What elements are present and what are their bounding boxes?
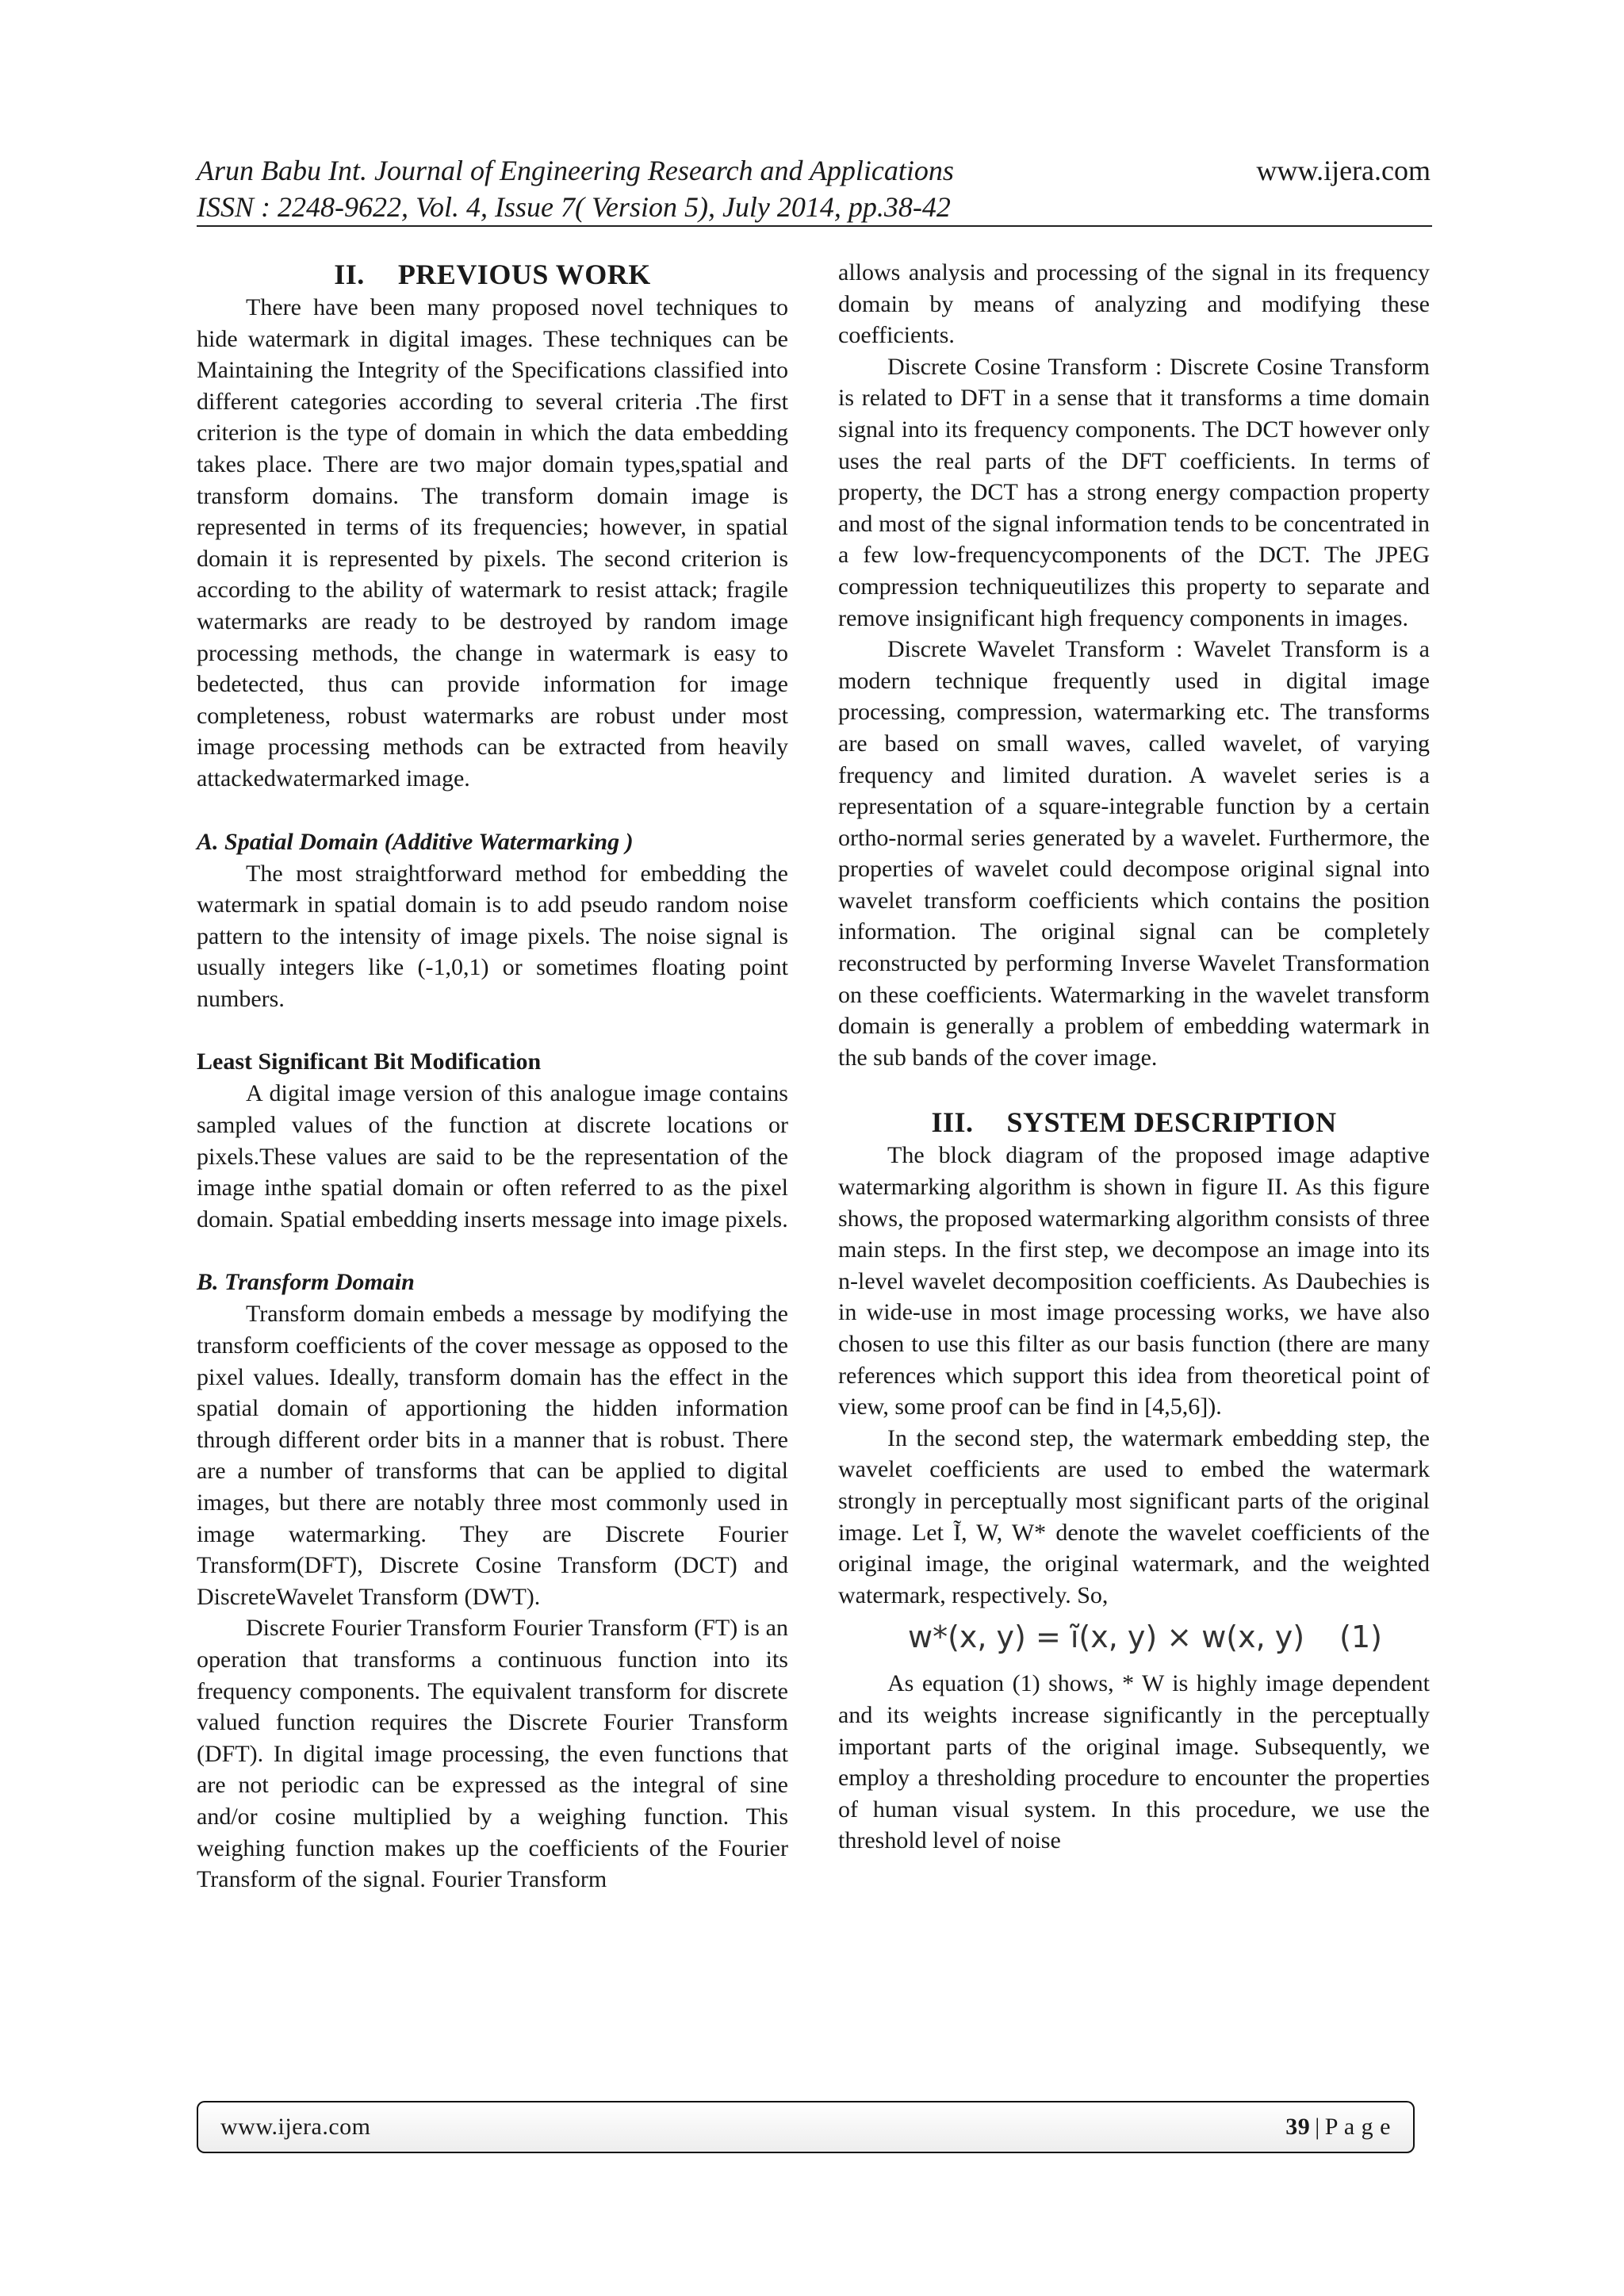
section-title-system-description: III. SYSTEM DESCRIPTION: [931, 1106, 1337, 1139]
paragraph: Discrete Wavelet Transform : Wavelet Transform is a modern technique frequently used in digital image processing, compression, watermarking etc. The transforms are based on small waves, called wavelet, of varying frequency and limited duration. A wavelet series is a representation of a square-integrable function by a certain ortho-normal series generated by a wavelet. Furthermore, the properties of wavelet could decompose original signal into wavelet transform coefficients which contains the position information. The original signal can be completely reconstructed by performing Inverse Wavelet Transformation on these coefficients. Watermarking in the wavelet transform domain is generally a problem of embedding watermark in the sub bands of the cover image.: [838, 636, 1430, 1071]
equation-number: (1): [1339, 1619, 1382, 1655]
paragraph: allows analysis and processing of the signal in its frequency domain by means of analyzing and modifying these coefficients.: [838, 259, 1430, 349]
equation-formula: w*(x, y) = ĩ(x, y) × w(x, y): [908, 1619, 1305, 1655]
subsection-title-lsb: Least Significant Bit Modification: [197, 1048, 542, 1075]
paragraph: The block diagram of the proposed image adaptive watermarking algorithm is shown in figure II. As this figure shows, the proposed watermarking algorithm consists of three main steps. In the first step, we decompose an image into its n-level wavelet decomposition coefficients. As Daubechies is in wide-use in most image processing works, we have also chosen to use this filter as our basis function (there are many references which support this idea from theoretical point of view, some proof can be find in [4,5,6]).: [838, 1142, 1430, 1420]
header-divider: [197, 225, 1432, 227]
paragraph: In the second step, the watermark embedding step, the wavelet coefficients are used to embed the watermark strongly in perceptually most significant parts of the original image. Let Ĩ, W, W* denote the wavelet coefficients of the original image, the original watermark, and the weighted watermark, respectively. So,: [838, 1424, 1430, 1608]
issn-line: ISSN : 2248-9622, Vol. 4, Issue 7( Version 5), July 2014, pp.38-42: [197, 191, 951, 223]
subsection-title-spatial-domain: A. Spatial Domain (Additive Watermarking ): [197, 828, 634, 855]
paragraph: There have been many proposed novel techniques to hide watermark in digital images. These techniques can be Maintaining the Integrity of the Specifications classified into different categories according to several criteria .The first criterion is the type of domain in which the data embedding takes place. There are two major domain types,spatial and transform domains. The transform domain image is represented in terms of its frequencies; however, in spatial domain it is represented by pixels. The second criterion is according to the ability of watermark to resist attack; fragile watermarks are ready to be destroyed by random image processing methods, the change in watermark is easy to bedetected, thus can provide information for image completeness, robust watermarks are robust under most image processing methods can be extracted from heavily attackedwatermarked image.: [197, 294, 788, 792]
paragraph: Discrete Fourier Transform Fourier Transform (FT) is an operation that transforms a continuous function into its frequency components. The equivalent transform for discrete valued function requires the Discrete Fourier Transform (DFT). In digital image processing, the even functions that are not periodic can be expressed as the integral of sine and/or cosine multiplied by a weighing function. This weighing function makes up the coefficients of the Fourier Transform of the signal. Fourier Transform: [197, 1615, 788, 1893]
paragraph: A digital image version of this analogue image contains sampled values of the function at discrete locations or pixels.These values are said to be the representation of the image inthe spatial domain or often referred to as the pixel domain. Spatial embedding inserts message into image pixels.: [197, 1080, 788, 1232]
left-column: [197, 257, 788, 1895]
equation-1: [838, 1611, 1430, 1668]
paragraph: Discrete Cosine Transform : Discrete Cosine Transform is related to DFT in a sense that it transforms a time domain signal into its frequency components. The DCT however only uses the real parts of the DFT coefficients. In terms of property, the DCT has a strong energy compaction property and most of the signal information tends to be concentrated in a few low-frequencycomponents of the DCT. The JPEG compression techniqueutilizes this property to separate and remove insignificant high frequency components in images.: [838, 353, 1430, 631]
subsection-title-transform-domain: B. Transform Domain: [197, 1269, 415, 1296]
section-title-previous-work: II. PREVIOUS WORK: [334, 259, 651, 290]
page-footer: [197, 2101, 1415, 2153]
running-header: [197, 152, 1431, 225]
footer-website: www.ijera.com: [220, 2114, 371, 2140]
journal-line: Arun Babu Int. Journal of Engineering Research and Applications: [197, 155, 954, 186]
paragraph: The most straightforward method for embedding the watermark in spatial domain is to add pseudo random noise pattern to the intensity of image pixels. The noise signal is usually integers like (-1,0,1) or sometimes floating point numbers.: [197, 860, 788, 1012]
paragraph: Transform domain embeds a message by modifying the transform coefficients of the cover message as opposed to the pixel values. Ideally, transform domain has the effect in the spatial domain of apportioning the hidden information through different order bits in a manner that is robust. There are a number of transforms that can be applied to digital images, but there are notably three most commonly used in image watermarking. They are Discrete Fourier Transform(DFT), Discrete Cosine Transform (DCT) and DiscreteWavelet Transform (DWT).: [197, 1301, 788, 1610]
right-column: [838, 257, 1430, 1857]
header-website: www.ijera.com: [1256, 155, 1431, 186]
paragraph: As equation (1) shows, * W is highly image dependent and its weights increase significantly in the perceptually important parts of the original image. Subsequently, we employ a thresholding procedure to encounter the properties of human visual system. In this procedure, we use the threshold level of noise: [838, 1670, 1430, 1854]
page-number: 39 | P a g e: [1285, 2114, 1391, 2140]
